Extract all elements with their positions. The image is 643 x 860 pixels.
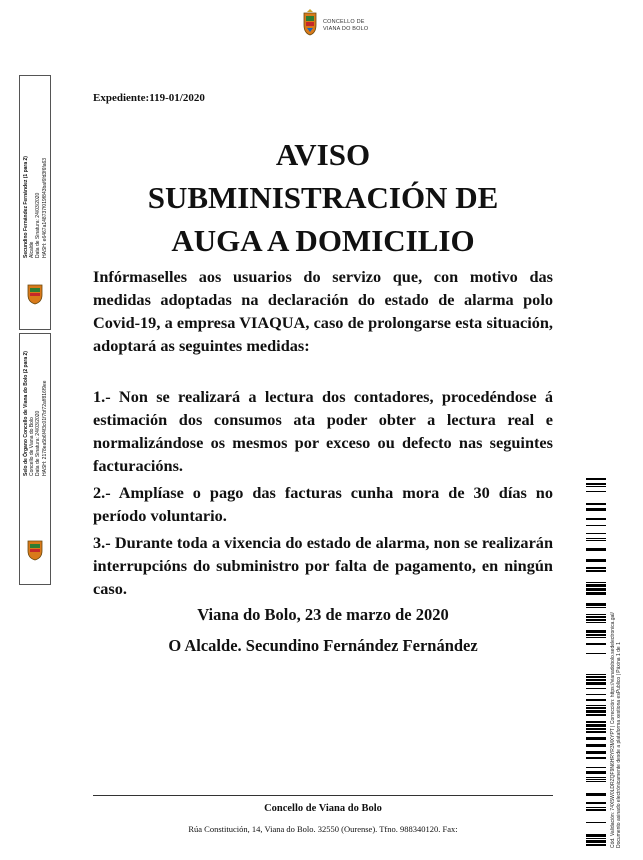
signature-crest-icon	[26, 539, 44, 561]
council-logo-text: CONCELLO DE VIANA DO BOLO	[323, 19, 369, 32]
notice-title: AVISO	[275, 137, 371, 172]
place-date: Viana do Bolo, 23 de marzo de 2020	[197, 605, 449, 624]
intro-paragraph: Infórmaselles aos usuarios do servizo que, con motivo das medidas adoptadas na declaración do estado de alarma polo Covid-19, a empresa VIAQUA, caso de prolongarse esta situación, adoptará as seguintes medidas:	[93, 267, 553, 355]
signature-box-seal	[19, 333, 51, 585]
notice-subtitle-line2: AUGA A DOMICILIO	[171, 223, 475, 258]
signature-crest-icon	[26, 283, 44, 305]
footer-divider	[93, 795, 553, 796]
validation-strip: Cód. Validación: 74X5W0LDRZQF9N6HRYR3MXYPT | Corrección: https://vianadobolo.sedelectronica.gal/ Documento asinado electrónicamente desde a plataforma xestiona esPublico | Páxina 1 de 1	[610, 612, 622, 848]
notice-subtitle-line1: SUBMINISTRACIÓN DE	[147, 180, 499, 215]
footer-address: Rúa Constitución, 14, Viana do Bolo. 32550 (Ourense). Tfno. 988340120. Fax:	[188, 824, 458, 834]
council-logo	[301, 8, 391, 38]
signer-line: O Alcalde. Secundino Fernández Fernández	[168, 636, 478, 655]
file-number: Expediente:119-01/2020	[93, 92, 205, 104]
measure-item-1: 1.- Non se realizará a lectura dos contadores, procedéndose á estimación dos consumos ata poder obter a lectura real e normalizándose os mesmos por exceso ou defecto nas seguintes facturacións.	[93, 387, 553, 475]
signature-box-mayor	[19, 75, 51, 330]
validation-barcode	[586, 478, 606, 850]
signature-text-seal: Selo de Órgano Concello de Viana do Bolo (2 para 2) Concello de Viana do Bolo Data de Sinatura: 24/03/2020 HASH: 2178ea5b6f4f3c01f7bf72aff816f9ee	[23, 351, 48, 476]
footer-org-name: Concello de Viana do Bolo	[264, 803, 382, 814]
measure-item-3: 3.- Durante toda a vixencia do estado de alarma, non se realizarán interrupcións do subministro por falta de pagamento, en ningún caso.	[93, 533, 553, 598]
council-crest-icon	[301, 8, 319, 36]
signature-text-mayor: Secundino Fernández Fernández (1 para 2) Alcalde Data de Sinatura: 24/03/2020 HASH: e6467a148737f019f843baf6fd3f6fa63	[23, 156, 48, 258]
measure-item-2: 2.- Amplíase o pago das facturas cunha mora de 30 días no período voluntario.	[93, 483, 553, 525]
